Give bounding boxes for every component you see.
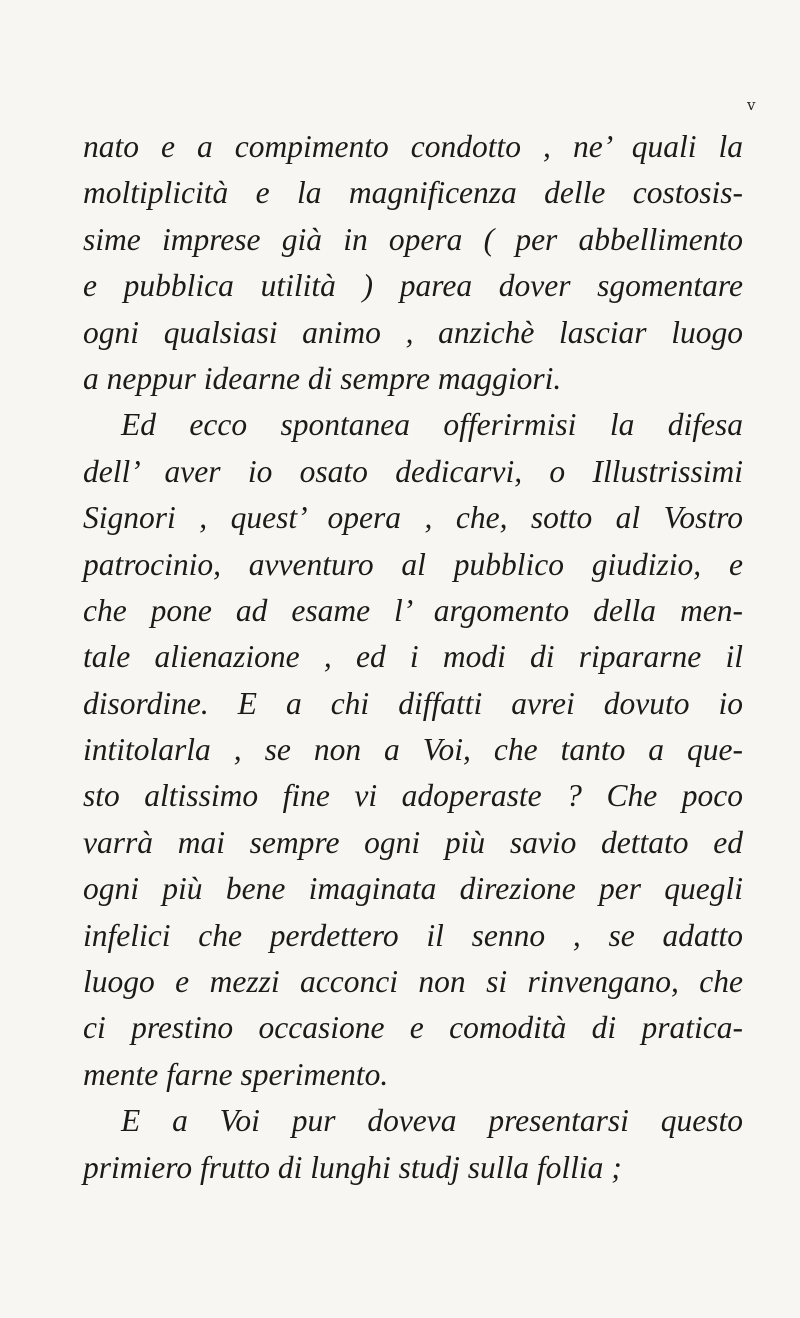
text-line: ci prestino occasione e comodità di pratica-	[83, 1010, 743, 1046]
text-line: che pone ad esame l’ argomento della men-	[83, 592, 743, 628]
text-line: tale alienazione , ed i modi di ripararne il	[83, 639, 743, 675]
text-line: luogo e mezzi acconci non si rinvengano, che	[83, 964, 743, 1000]
text-line: primiero frutto di lunghi studj sulla follia ;	[83, 1149, 622, 1185]
text-line: sto altissimo fine vi adoperaste ? Che poco	[83, 778, 743, 814]
text-line: moltiplicità e la magnificenza delle costosis-	[83, 175, 743, 211]
text-line: varrà mai sempre ogni più savio dettato ed	[83, 824, 743, 860]
text-line: dell’ aver io osato dedicarvi, o Illustrissimi	[83, 453, 743, 489]
body-text	[83, 124, 743, 1191]
text-line: ogni più bene imaginata direzione per quegli	[83, 871, 743, 907]
page-number: v	[747, 96, 756, 114]
text-line: Signori , quest’ opera , che, sotto al Vostro	[83, 500, 743, 536]
text-line: patrocinio, avventuro al pubblico giudizio, e	[83, 546, 743, 582]
text-line: intitolarla , se non a Voi, che tanto a que-	[83, 732, 743, 768]
text-line: mente farne sperimento.	[83, 1056, 389, 1092]
text-line: a neppur idearne di sempre maggiori.	[83, 360, 562, 396]
text-line: infelici che perdettero il senno , se adatto	[83, 917, 743, 953]
text-line: disordine. E a chi diffatti avrei dovuto io	[83, 685, 743, 721]
text-line: Ed ecco spontanea offerirmisi la difesa	[121, 407, 743, 443]
text-line: sime imprese già in opera ( per abbellimento	[83, 221, 743, 257]
text-line: ogni qualsiasi animo , anzichè lasciar luogo	[83, 314, 743, 350]
text-line: E a Voi pur doveva presentarsi questo	[121, 1103, 743, 1139]
text-line: e pubblica utilità ) parea dover sgomentare	[83, 268, 743, 304]
text-line: nato e a compimento condotto , ne’ quali la	[83, 129, 743, 164]
